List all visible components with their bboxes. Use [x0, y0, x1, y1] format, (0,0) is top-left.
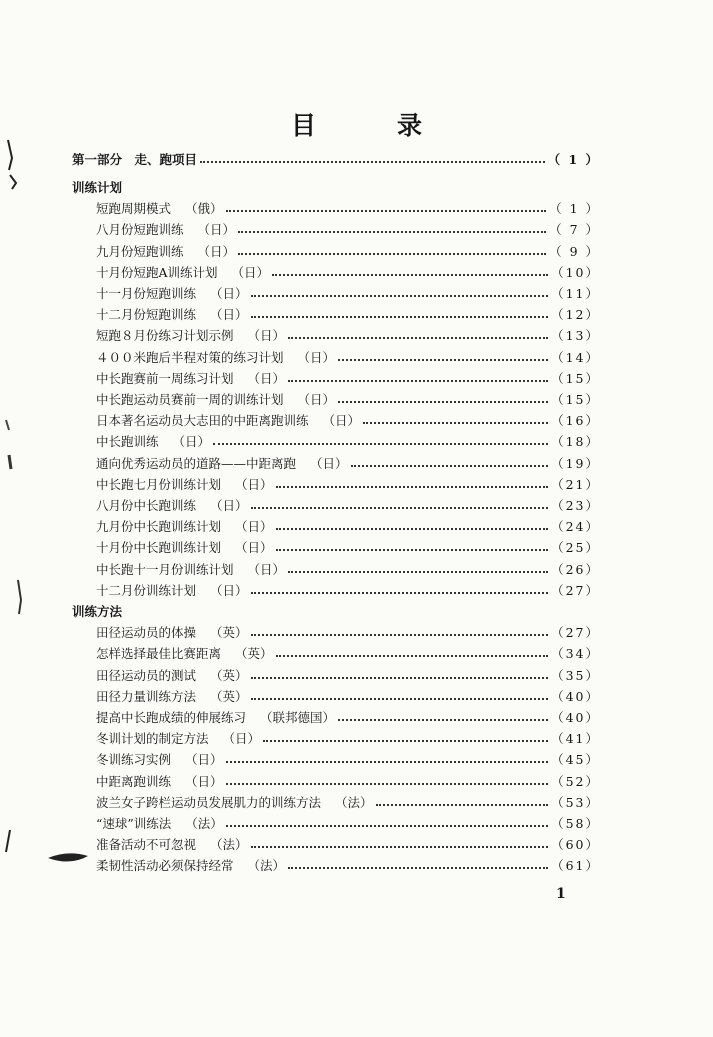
toc-entry[interactable] — [96, 265, 600, 281]
entry-origin: （日） — [247, 561, 286, 577]
dot-leader — [288, 867, 548, 869]
dot-leader — [276, 486, 549, 488]
entry-page: （19） — [551, 455, 600, 471]
dot-leader — [288, 380, 548, 382]
entry-page: （23） — [551, 498, 600, 513]
toc-entry[interactable] — [96, 752, 600, 768]
entry-page: （ 9 ） — [549, 243, 600, 259]
entry-page: （27） — [551, 625, 600, 641]
dot-leader — [251, 592, 549, 594]
toc-entry[interactable] — [96, 498, 600, 514]
part-label: 第一部分 走、跑项目 — [72, 152, 198, 167]
entry-title: 九月份中长跑训练计划 — [96, 519, 222, 535]
entry-page: （24） — [551, 519, 600, 535]
toc-entry[interactable] — [96, 222, 600, 238]
dot-leader — [276, 655, 549, 657]
entry-title: 八月份短跑训练 — [96, 222, 184, 238]
entry-page: （60） — [551, 837, 600, 853]
entry-origin: （日） — [247, 328, 286, 344]
entry-origin: （俄） — [185, 201, 223, 217]
toc-entry[interactable] — [96, 858, 600, 874]
dot-leader — [238, 231, 546, 233]
dot-leader — [351, 465, 549, 467]
entry-title: 十月份短跑A训练计划 — [96, 264, 218, 280]
entry-title: 中长跑运动员赛前一周的训练计划 — [96, 392, 284, 407]
entry-page: （12） — [551, 307, 600, 323]
entry-origin: （日） — [197, 222, 236, 238]
toc-entry[interactable] — [96, 201, 600, 217]
entry-title: 冬训练习实例 — [96, 752, 172, 768]
entry-origin: （日） — [210, 286, 248, 301]
toc-entry[interactable] — [96, 625, 600, 641]
entry-origin: （日） — [210, 307, 248, 323]
part-page: （ 1 ） — [547, 152, 600, 167]
entry-title: 中长跑赛前一周练习计划 — [96, 370, 234, 386]
dot-leader — [338, 401, 548, 403]
entry-origin: （英） — [210, 625, 248, 641]
entry-title: 八月份中长跑训练 — [96, 498, 197, 513]
entry-origin: （日） — [322, 413, 361, 429]
toc-entry[interactable] — [96, 689, 600, 705]
section-heading: 训练方法 — [72, 604, 123, 619]
toc-entry[interactable] — [96, 328, 600, 344]
toc-entry[interactable] — [96, 583, 600, 599]
dot-leader — [226, 783, 549, 785]
dot-leader — [226, 761, 549, 763]
entry-page: （14） — [551, 349, 600, 365]
entry-origin: （法） — [185, 816, 223, 831]
dot-leader — [213, 443, 548, 445]
dot-leader — [251, 295, 549, 297]
entry-page: （11） — [551, 286, 600, 301]
toc-entry[interactable] — [96, 434, 600, 450]
entry-page: （ 7 ） — [549, 222, 600, 238]
dot-leader — [251, 677, 549, 679]
dot-leader — [238, 253, 546, 255]
toc-title: 目 录 — [290, 111, 450, 140]
dot-leader — [251, 507, 549, 509]
dot-leader — [338, 719, 548, 721]
entry-page: （41） — [551, 731, 600, 747]
toc-entry[interactable] — [96, 286, 600, 302]
entry-title: “速球”训练法 — [96, 816, 172, 831]
entry-origin: （日） — [235, 519, 273, 535]
toc-entry[interactable] — [96, 816, 600, 832]
entry-page: （61） — [551, 858, 600, 874]
toc-entry[interactable] — [96, 837, 600, 853]
entry-page: （27） — [551, 582, 600, 598]
section-heading: 训练计划 — [72, 180, 123, 195]
entry-origin: （英） — [235, 646, 273, 662]
entry-title: 十月份中长跑训练计划 — [96, 540, 222, 556]
entry-origin: （日） — [235, 540, 273, 556]
entry-title: 九月份短跑训练 — [96, 243, 184, 259]
dot-leader — [263, 740, 548, 742]
entry-page: （10） — [551, 264, 600, 280]
entry-title: 波兰女子跨栏运动员发展肌力的训练方法 — [96, 794, 322, 810]
entry-page: （16） — [551, 413, 600, 429]
entry-page: （58） — [551, 816, 600, 831]
entry-title: 短跑周期模式 — [96, 201, 172, 217]
entry-title: 中长跑训练 — [96, 434, 159, 450]
entry-page: （34） — [551, 646, 600, 662]
entry-page: （18） — [551, 434, 600, 450]
entry-page: （52） — [551, 773, 600, 789]
entry-page: （40） — [551, 688, 600, 704]
dot-leader — [376, 804, 549, 806]
entry-page: （25） — [551, 540, 600, 556]
dot-leader — [226, 210, 547, 212]
entry-title: 提高中长跑成绩的伸展练习 — [96, 710, 247, 725]
toc-entry[interactable] — [96, 668, 600, 684]
page-number: 1 — [556, 886, 566, 902]
entry-title: 怎样选择最佳比赛距离 — [96, 646, 222, 662]
entry-title: 冬训计划的制定方法 — [96, 731, 209, 747]
entry-title: 柔韧性活动必须保持经常 — [96, 858, 234, 874]
entry-origin: （英） — [210, 688, 248, 704]
entry-origin: （日） — [235, 476, 273, 492]
toc-entry[interactable] — [96, 307, 600, 323]
entry-title: 田径运动员的测试 — [96, 667, 197, 683]
dot-leader — [226, 825, 548, 827]
toc-entry[interactable] — [96, 371, 600, 387]
dot-leader — [200, 161, 545, 163]
entry-origin: （日） — [310, 455, 348, 471]
toc-entry[interactable] — [96, 774, 600, 790]
toc-entry[interactable] — [96, 392, 600, 408]
toc-entry[interactable] — [96, 540, 600, 556]
entry-origin: （日） — [222, 731, 261, 747]
entry-origin: （日） — [297, 392, 336, 407]
dot-leader — [288, 571, 548, 573]
toc-entry[interactable] — [96, 731, 600, 747]
toc-entry[interactable] — [96, 562, 600, 578]
entry-origin: （日） — [172, 434, 211, 450]
entry-page: （35） — [551, 667, 600, 683]
entry-origin: （日） — [185, 773, 223, 789]
dot-leader — [251, 846, 549, 848]
entry-title: 中距离跑训练 — [96, 773, 172, 789]
entry-page: （15） — [551, 370, 600, 386]
entry-origin: （日） — [210, 582, 248, 598]
entry-title: 中长跑十一月份训练计划 — [96, 561, 234, 577]
entry-title: 十二月份短跑训练 — [96, 307, 197, 323]
entry-origin: （法） — [247, 858, 286, 874]
dot-leader — [272, 274, 548, 276]
dot-leader — [251, 698, 549, 700]
entry-title: 短跑８月份练习计划示例 — [96, 328, 234, 344]
toc-entry[interactable] — [96, 477, 600, 493]
entry-page: （40） — [551, 710, 600, 725]
dot-leader — [251, 634, 549, 636]
entry-origin: （联邦德国） — [260, 710, 336, 725]
dot-leader — [338, 359, 548, 361]
toc-entry[interactable] — [96, 646, 600, 662]
entry-origin: （法） — [210, 837, 248, 853]
dot-leader — [288, 337, 548, 339]
entry-page: （15） — [551, 392, 600, 407]
entry-origin: （日） — [297, 349, 336, 365]
toc-entry[interactable] — [96, 795, 600, 811]
entry-page: （ 1 ） — [549, 201, 600, 217]
entry-origin: （日） — [197, 243, 236, 259]
entry-title: ４００米跑后半程对策的练习计划 — [96, 349, 284, 365]
entry-title: 准备活动不可忽视 — [96, 837, 197, 853]
entry-page: （45） — [551, 752, 600, 768]
entry-origin: （法） — [335, 794, 373, 810]
toc-entry[interactable] — [96, 519, 600, 535]
entry-title: 日本著名运动员大志田的中距离跑训练 — [96, 413, 309, 429]
entry-page: （21） — [551, 476, 600, 492]
entry-origin: （日） — [185, 752, 223, 768]
entry-origin: （日） — [231, 264, 270, 280]
entry-title: 通向优秀运动员的道路——中距离跑 — [96, 455, 297, 471]
entry-page: （53） — [551, 794, 600, 810]
entry-title: 十一月份短跑训练 — [96, 286, 197, 301]
entry-title: 中长跑七月份训练计划 — [96, 476, 222, 492]
entry-page: （13） — [551, 328, 600, 344]
entry-origin: （日） — [247, 370, 286, 386]
entry-origin: （日） — [210, 498, 248, 513]
dot-leader — [276, 528, 549, 530]
entry-title: 田径运动员的体操 — [96, 625, 197, 641]
dot-leader — [251, 316, 549, 318]
entry-page: （26） — [551, 561, 600, 577]
toc-entry[interactable] — [96, 350, 600, 366]
dot-leader — [363, 422, 548, 424]
toc-entry[interactable] — [96, 413, 600, 429]
toc-entry[interactable] — [96, 710, 600, 726]
part-heading — [72, 152, 600, 168]
entry-origin: （英） — [210, 667, 248, 683]
entry-title: 田径力量训练方法 — [96, 688, 197, 704]
toc-entry[interactable] — [96, 244, 600, 260]
dot-leader — [276, 549, 549, 551]
entry-title: 十二月份训练计划 — [96, 582, 197, 598]
toc-entry[interactable] — [96, 456, 600, 472]
